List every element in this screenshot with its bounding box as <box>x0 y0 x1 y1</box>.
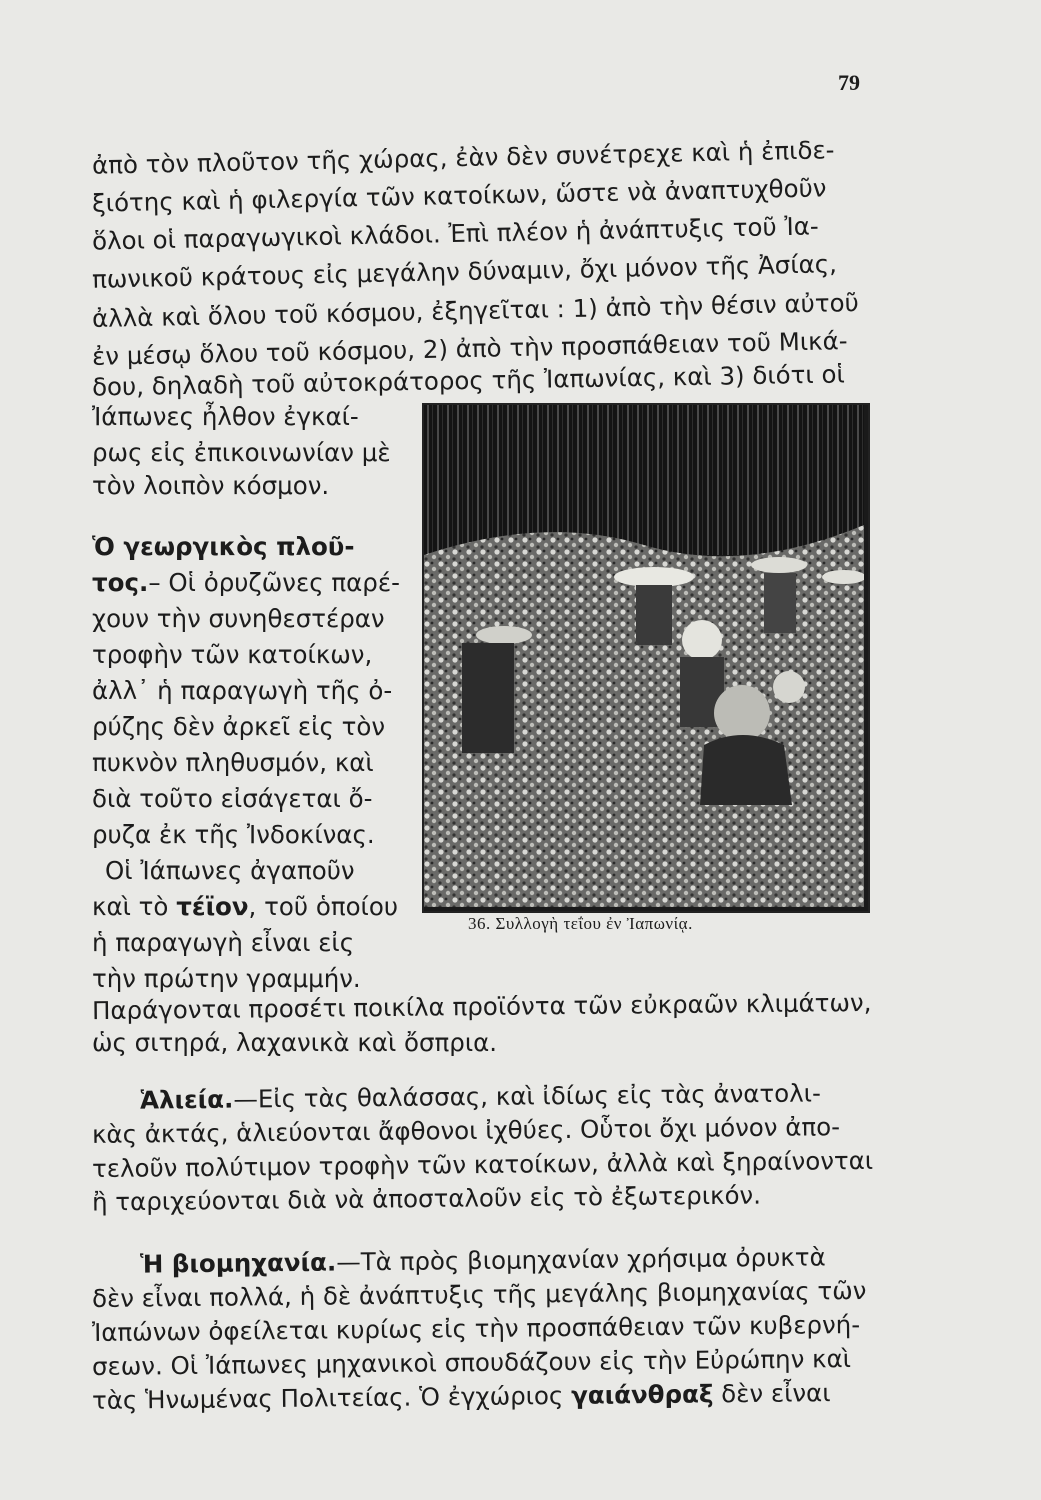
intro-line-6: ἐν μέσῳ ὅλου τοῦ κόσμου, 2) ἀπὸ τὴν προσπάθειαν τοῦ Μικά- <box>91 326 848 371</box>
intro-line-7: δου, δηλαδὴ τοῦ αὐτοκράτορος τῆς Ἰαπωνίας, καὶ 3) διότι οἱ <box>91 359 845 402</box>
intro-line-2: ξιότης καὶ ἡ φιλεργία τῶν κατοίκων, ὥστε νὰ ἀναπτυχθοῦν <box>91 173 827 218</box>
agriculture-line-5: ρύζης δὲν ἀρκεῖ εἰς τὸν <box>92 712 386 741</box>
fishing-line-2: κὰς ἀκτάς, ἁλιεύονται ἄφθονοι ἰχθύες. Οὗτοι ὄχι μόνον ἀπο- <box>91 1112 841 1149</box>
photo-illustration <box>424 405 864 907</box>
picker-hat-1 <box>614 567 694 587</box>
industry-line-5 <box>92 1378 831 1416</box>
left-line-2: ρως εἰς ἐπικοινωνίαν μὲ <box>92 438 391 467</box>
picker-body-2 <box>764 573 796 633</box>
tea-prefix: καὶ τὸ <box>92 892 177 921</box>
agriculture-heading: Ὁ γεωργικὸς πλοῦ- <box>92 532 355 561</box>
figure-caption: 36. Συλλογὴ τεΐου ἐν Ἰαπωνίᾳ. <box>468 914 693 933</box>
agriculture-full-line-1: Παράγονται προσέτι ποικίλα προϊόντα τῶν εὐκραῶν κλιμάτων, <box>91 987 872 1026</box>
agriculture-line-11: ἡ παραγωγὴ εἶναι εἰς <box>92 928 355 957</box>
industry-last-bold: γαιάνθραξ <box>570 1379 714 1410</box>
intro-line-1: ἀπὸ τὸν πλοῦτον τῆς χώρας, ἐὰν δὲν συνέτρεχε καὶ ἡ ἐπιδε- <box>91 135 835 180</box>
tea-harvest-photo <box>422 403 870 913</box>
agriculture-line-10 <box>92 892 398 922</box>
agriculture-line-8: ρυζα ἐκ τῆς Ἰνδοκίνας. <box>92 820 375 849</box>
industry-line-1 <box>140 1242 826 1279</box>
industry-line-2: δὲν εἶναι πολλά, ἡ δὲ ἀνάπτυξις τῆς μεγάλης βιομηχανίας τῶν <box>91 1275 867 1314</box>
industry-heading: Ἡ βιομηχανία. <box>139 1247 337 1279</box>
agriculture-line-9: Οἱ Ἰάπωνες ἀγαποῦν <box>105 856 355 885</box>
industry-line-3: Ἰαπώνων ὀφείλεται κυρίως εἰς τὴν προσπάθειαν τῶν κυβερνή- <box>91 1309 861 1348</box>
fishing-heading: Ἁλιεία. <box>139 1084 234 1115</box>
agriculture-line-6: πυκνὸν πληθυσμόν, καὶ <box>92 748 374 777</box>
agriculture-line-1 <box>92 568 400 598</box>
agriculture-first-text: – Οἱ ὀρυζῶνες παρέ- <box>148 568 400 597</box>
agriculture-line-3: τροφὴν τῶν κατοίκων, <box>92 640 373 669</box>
industry-first-text: —Τὰ πρὸς βιομηχανίαν χρήσιμα ὀρυκτὰ <box>336 1242 826 1277</box>
intro-line-5: ἀλλὰ καὶ ὅλου τοῦ κόσμου, ἐξηγεῖται : 1) ἀπὸ τὴν θέσιν αὐτοῦ <box>91 287 860 334</box>
picker-body-5 <box>700 735 792 805</box>
agriculture-full-line-2: ὡς σιτηρά, λαχανικὰ καὶ ὄσπρια. <box>92 1028 498 1057</box>
fishing-line-3: τελοῦν πολύτιμον τροφὴν τῶν κατοίκων, ἀλλὰ καὶ ξηραίνονται <box>91 1145 874 1184</box>
agriculture-line-4: ἀλλ᾽ ἡ παραγωγὴ τῆς ὀ- <box>92 676 393 705</box>
industry-line-4: σεων. Οἱ Ἰάπωνες μηχανικοὶ σπουδάζουν εἰς τὴν Εὐρώπην καὶ <box>91 1344 852 1381</box>
picker-head-4 <box>682 620 722 660</box>
left-line-1: Ἰάπωνες ἦλθον ἐγκαί- <box>92 402 359 431</box>
picker-hat-2 <box>751 557 807 573</box>
picker-head-5 <box>714 685 770 741</box>
left-line-3: τὸν λοιπὸν κόσμον. <box>92 471 330 500</box>
intro-line-4: πωνικοῦ κράτους εἰς μεγάλην δύναμιν, ὄχι μόνον τῆς Ἀσίας, <box>91 249 838 294</box>
picker-hat-3 <box>476 626 532 644</box>
picker-body-1 <box>636 585 672 645</box>
industry-last-prefix: τὰς Ἡνωμένας Πολιτείας. Ὁ ἐγχώριος <box>91 1380 572 1415</box>
agriculture-heading-end: τος. <box>92 568 149 597</box>
picker-body-3 <box>462 643 514 753</box>
picker-hat-6 <box>822 570 864 584</box>
fishing-first-text: —Εἰς τὰς θαλάσσας, καὶ ἰδίως εἰς τὰς ἀνατολι- <box>233 1078 821 1114</box>
page-number: 79 <box>838 70 860 95</box>
agriculture-line-12: τὴν πρώτην γραμμήν. <box>92 964 361 993</box>
fishing-line-4: ἢ ταριχεύονται διὰ νὰ ἀποσταλοῦν εἰς τὸ ἐξωτερικόν. <box>91 1180 762 1217</box>
tea-suffix: , τοῦ ὁποίου <box>248 892 399 921</box>
fishing-line-1 <box>140 1078 821 1115</box>
agriculture-line-2: χουν τὴν συνηθεστέραν <box>92 604 385 633</box>
intro-line-3: ὅλοι οἱ παραγωγικοὶ κλάδοι. Ἐπὶ πλέον ἡ ἀνάπτυξις τοῦ Ἰα- <box>91 211 819 256</box>
agriculture-heading-line <box>92 532 355 562</box>
agriculture-line-7: διὰ τοῦτο εἰσάγεται ὄ- <box>92 784 373 813</box>
industry-last-suffix: δὲν εἶναι <box>713 1378 831 1409</box>
tea-word: τέϊον <box>176 892 249 921</box>
baby-head <box>773 671 805 703</box>
